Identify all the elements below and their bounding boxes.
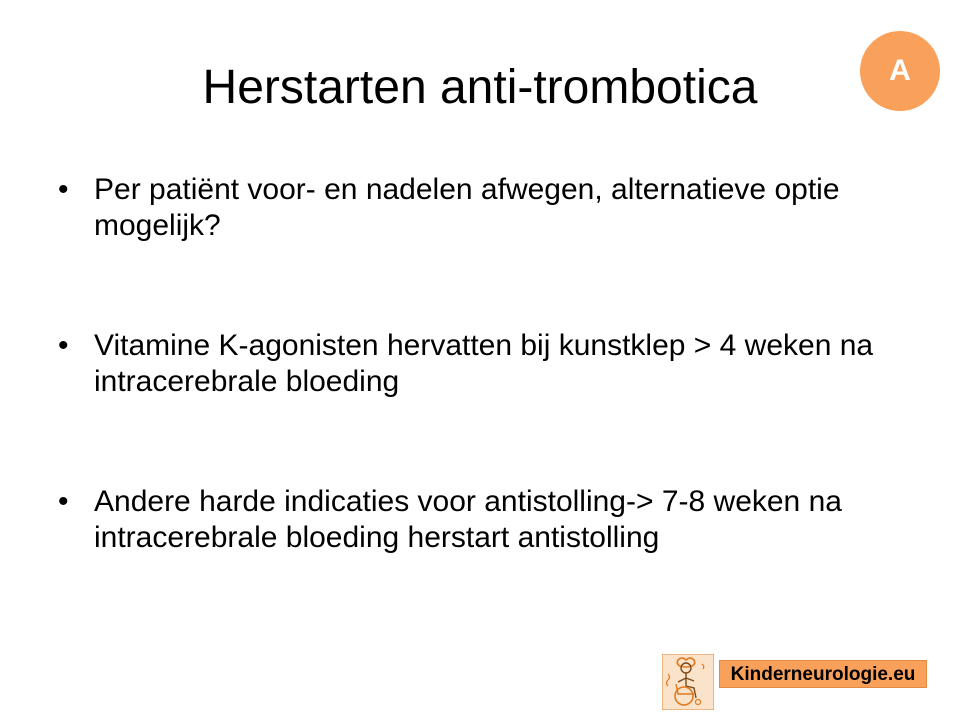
child-wheelchair-logo-icon: [662, 654, 714, 710]
bullet-text: Andere harde indicaties voor antistolling-> 7-8 weken na intracerebrale bloeding herstart antistolling: [94, 485, 842, 554]
level-badge: A: [860, 31, 940, 111]
brand-label: Kinderneurologie.eu: [719, 660, 927, 688]
bullet-marker: •: [58, 329, 69, 362]
bullet-item: [58, 328, 918, 400]
slide-title: Herstarten anti-trombotica: [202, 61, 758, 114]
logo-drawing: [662, 654, 714, 710]
bullet-list: [58, 172, 918, 556]
bullet-marker: •: [58, 173, 69, 206]
bullet-item: [58, 484, 918, 556]
bullet-text: Per patiënt voor- en nadelen afwegen, alternatieve optie mogelijk?: [94, 173, 840, 242]
bullet-item: [58, 172, 918, 244]
bullet-text: Vitamine K-agonisten hervatten bij kunstklep > 4 weken na intracerebrale bloeding: [94, 329, 874, 398]
bullet-marker: •: [58, 485, 69, 518]
